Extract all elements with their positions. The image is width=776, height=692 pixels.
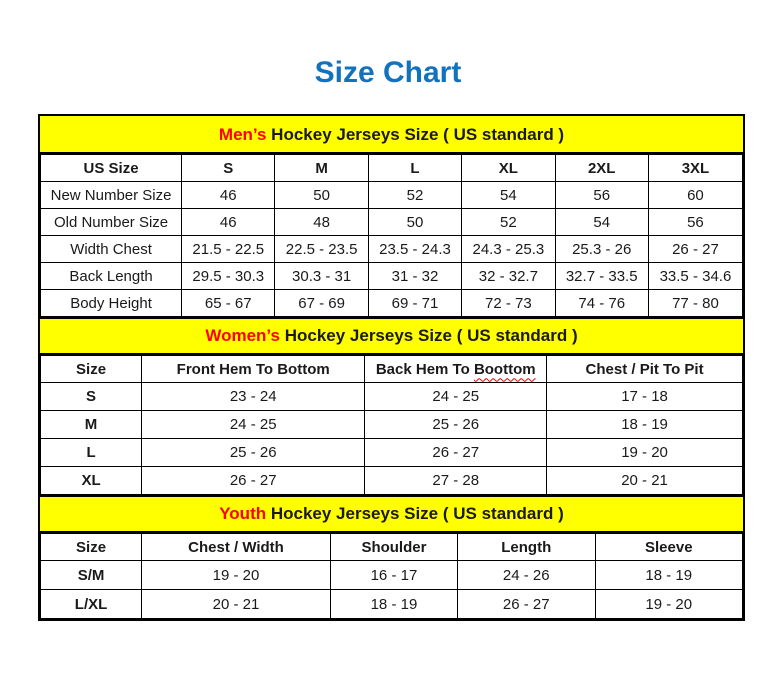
row-label: M <box>41 411 142 439</box>
youth-header-row <box>41 534 743 561</box>
size-value: 23.5 - 24.3 <box>368 236 461 263</box>
size-value: 25 - 26 <box>365 411 547 439</box>
size-value: 50 <box>275 182 368 209</box>
womens-title-rest: Hockey Jerseys Size ( US standard ) <box>279 326 578 345</box>
mens-table-title <box>40 116 743 154</box>
size-value: 52 <box>462 209 555 236</box>
row-label: Old Number Size <box>41 209 182 236</box>
size-value: 77 - 80 <box>648 290 742 317</box>
column-header: Size <box>41 356 142 383</box>
row-label: Back Length <box>41 263 182 290</box>
size-value: 25 - 26 <box>142 439 365 467</box>
table-row <box>41 263 743 290</box>
size-value: 24 - 25 <box>142 411 365 439</box>
column-header: Sleeve <box>595 534 742 561</box>
column-header <box>365 356 547 383</box>
column-header: US Size <box>41 155 182 182</box>
size-value: 20 - 21 <box>547 467 743 495</box>
mens-size-table <box>40 154 743 317</box>
misspelled-word: Boottom <box>473 360 536 378</box>
row-label: XL <box>41 467 142 495</box>
size-value: 72 - 73 <box>462 290 555 317</box>
size-value: 31 - 32 <box>368 263 461 290</box>
size-value: 26 - 27 <box>142 467 365 495</box>
size-value: 22.5 - 23.5 <box>275 236 368 263</box>
page-title: Size Chart <box>314 56 462 89</box>
size-chart-tables <box>38 114 745 621</box>
size-value: 30.3 - 31 <box>275 263 368 290</box>
size-value: 56 <box>648 209 742 236</box>
size-value: 17 - 18 <box>547 383 743 411</box>
row-label: New Number Size <box>41 182 182 209</box>
youth-section <box>40 495 743 619</box>
womens-size-table <box>40 355 743 495</box>
column-header: Chest / Pit To Pit <box>547 356 743 383</box>
row-label: S <box>41 383 142 411</box>
column-header: Front Hem To Bottom <box>142 356 365 383</box>
size-value: 23 - 24 <box>142 383 365 411</box>
column-header: Length <box>457 534 595 561</box>
table-row <box>41 561 743 590</box>
table-row <box>41 467 743 495</box>
row-label: L <box>41 439 142 467</box>
size-value: 32.7 - 33.5 <box>555 263 648 290</box>
size-value: 24 - 26 <box>457 561 595 590</box>
table-row <box>41 209 743 236</box>
womens-table-title <box>40 319 743 355</box>
row-label: Width Chest <box>41 236 182 263</box>
table-row <box>41 182 743 209</box>
column-header: XL <box>462 155 555 182</box>
table-row <box>41 290 743 317</box>
size-value: 18 - 19 <box>547 411 743 439</box>
youth-table-title <box>40 497 743 533</box>
column-header: 2XL <box>555 155 648 182</box>
size-value: 19 - 20 <box>547 439 743 467</box>
size-value: 24 - 25 <box>365 383 547 411</box>
youth-size-table <box>40 533 743 619</box>
size-value: 29.5 - 30.3 <box>182 263 275 290</box>
size-value: 33.5 - 34.6 <box>648 263 742 290</box>
youth-title-highlight: Youth <box>219 504 267 523</box>
size-value: 19 - 20 <box>142 561 331 590</box>
womens-header-row <box>41 356 743 383</box>
youth-title-rest: Hockey Jerseys Size ( US standard ) <box>266 504 564 523</box>
row-label: S/M <box>41 561 142 590</box>
size-value: 50 <box>368 209 461 236</box>
size-value: 19 - 20 <box>595 590 742 619</box>
mens-header-row <box>41 155 743 182</box>
column-header: L <box>368 155 461 182</box>
size-value: 26 - 27 <box>457 590 595 619</box>
table-row <box>41 236 743 263</box>
size-value: 69 - 71 <box>368 290 461 317</box>
size-value: 67 - 69 <box>275 290 368 317</box>
table-row <box>41 439 743 467</box>
size-value: 27 - 28 <box>365 467 547 495</box>
column-header: 3XL <box>648 155 742 182</box>
mens-title-rest: Hockey Jerseys Size ( US standard ) <box>266 125 565 144</box>
size-value: 60 <box>648 182 742 209</box>
mens-title-highlight: Men’s <box>218 125 267 144</box>
size-value: 24.3 - 25.3 <box>462 236 555 263</box>
column-header: Size <box>41 534 142 561</box>
table-row <box>41 383 743 411</box>
size-value: 16 - 17 <box>330 561 457 590</box>
size-value: 18 - 19 <box>330 590 457 619</box>
column-header: S <box>182 155 275 182</box>
size-value: 54 <box>462 182 555 209</box>
table-row <box>41 411 743 439</box>
column-header: Chest / Width <box>142 534 331 561</box>
size-value: 21.5 - 22.5 <box>182 236 275 263</box>
size-value: 46 <box>182 182 275 209</box>
size-value: 32 - 32.7 <box>462 263 555 290</box>
womens-section <box>40 317 743 495</box>
column-header-text: Back Hem To <box>375 360 474 378</box>
row-label: L/XL <box>41 590 142 619</box>
size-value: 74 - 76 <box>555 290 648 317</box>
column-header: M <box>275 155 368 182</box>
size-value: 54 <box>555 209 648 236</box>
womens-title-highlight: Women’s <box>205 326 280 345</box>
size-value: 20 - 21 <box>142 590 331 619</box>
size-value: 46 <box>182 209 275 236</box>
size-value: 18 - 19 <box>595 561 742 590</box>
column-header: Shoulder <box>330 534 457 561</box>
table-row <box>41 590 743 619</box>
size-value: 52 <box>368 182 461 209</box>
mens-section <box>40 116 743 317</box>
size-value: 26 - 27 <box>365 439 547 467</box>
row-label: Body Height <box>41 290 182 317</box>
size-value: 26 - 27 <box>648 236 742 263</box>
size-value: 65 - 67 <box>182 290 275 317</box>
size-value: 25.3 - 26 <box>555 236 648 263</box>
size-value: 56 <box>555 182 648 209</box>
size-value: 48 <box>275 209 368 236</box>
